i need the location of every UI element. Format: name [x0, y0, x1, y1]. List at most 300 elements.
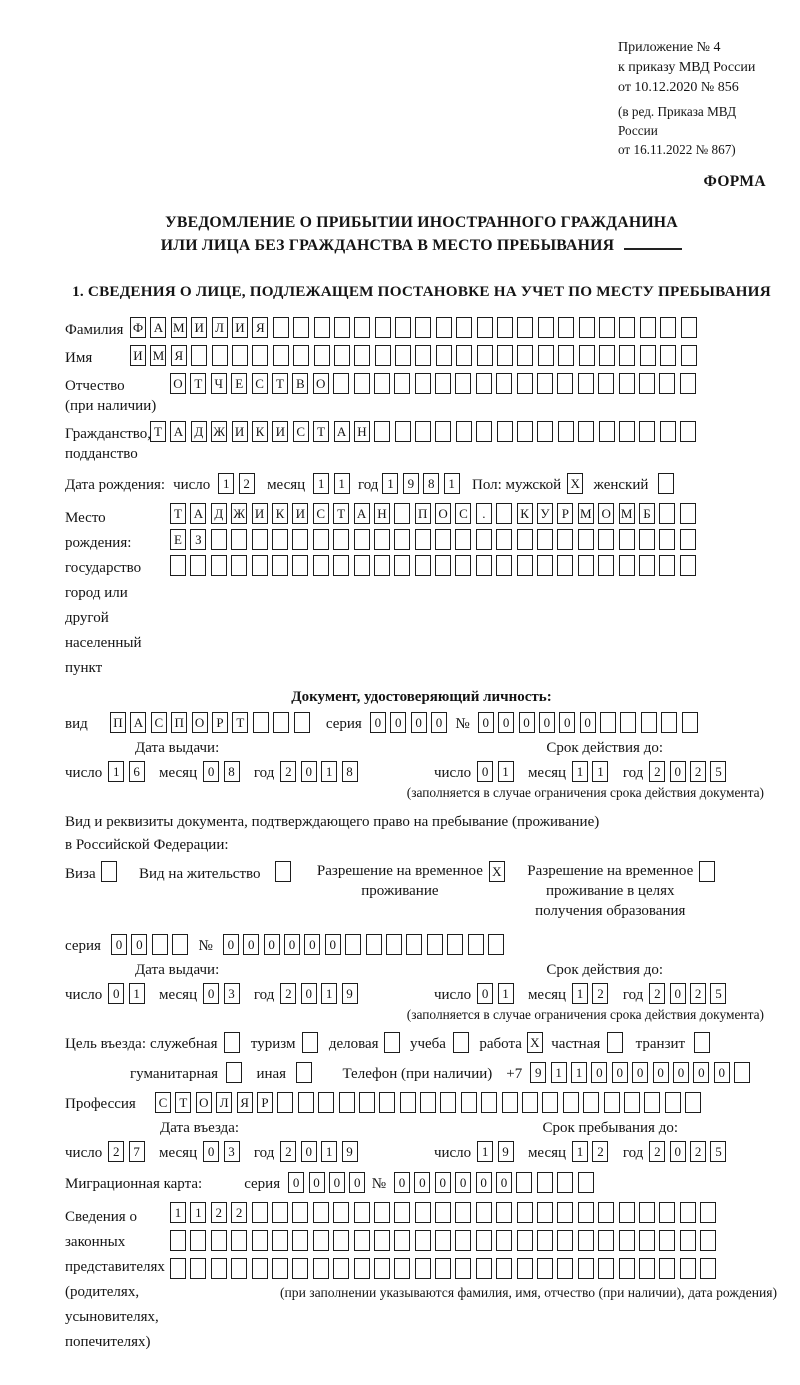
char-cell[interactable]: 0 [476, 1172, 492, 1193]
char-cell[interactable]: Б [639, 503, 655, 524]
char-cell[interactable]: 0 [108, 983, 124, 1004]
char-cell[interactable]: 2 [108, 1141, 124, 1162]
char-cell[interactable]: А [170, 421, 186, 442]
temp-residence-checkbox[interactable]: X [489, 861, 505, 882]
char-cell[interactable]: Я [237, 1092, 253, 1113]
char-cell[interactable]: Т [333, 503, 349, 524]
char-cell[interactable] [537, 555, 553, 576]
char-cell[interactable]: 1 [313, 473, 329, 494]
char-cell[interactable] [435, 421, 451, 442]
char-cell[interactable]: 2 [280, 761, 296, 782]
char-cell[interactable]: 1 [108, 761, 124, 782]
char-cell[interactable] [334, 345, 350, 366]
char-cell[interactable]: Л [212, 317, 228, 338]
char-cell[interactable] [639, 1202, 655, 1223]
char-cell[interactable] [599, 345, 615, 366]
char-cell[interactable]: И [130, 345, 146, 366]
char-cell[interactable] [619, 1202, 635, 1223]
char-cell[interactable] [659, 1258, 675, 1279]
char-cell[interactable] [639, 555, 655, 576]
char-cell[interactable]: 0 [325, 934, 341, 955]
char-cell[interactable] [537, 373, 553, 394]
char-cell[interactable] [252, 1202, 268, 1223]
char-cell[interactable] [517, 1202, 533, 1223]
char-cell[interactable]: 0 [519, 712, 535, 733]
char-cell[interactable]: 1 [321, 983, 337, 1004]
char-cell[interactable] [379, 1092, 395, 1113]
char-cell[interactable] [314, 345, 330, 366]
char-cell[interactable] [170, 1258, 186, 1279]
char-cell[interactable]: 0 [670, 1141, 686, 1162]
char-cell[interactable] [333, 555, 349, 576]
char-cell[interactable]: 1 [382, 473, 398, 494]
char-cell[interactable]: 1 [498, 983, 514, 1004]
char-cell[interactable] [395, 345, 411, 366]
char-cell[interactable] [359, 1092, 375, 1113]
char-cell[interactable]: П [110, 712, 126, 733]
char-cell[interactable] [292, 529, 308, 550]
char-cell[interactable]: 1 [129, 983, 145, 1004]
char-cell[interactable] [578, 1258, 594, 1279]
char-cell[interactable]: О [196, 1092, 212, 1113]
char-cell[interactable] [661, 712, 677, 733]
char-cell[interactable] [436, 317, 452, 338]
char-cell[interactable]: 0 [478, 712, 494, 733]
char-cell[interactable]: С [293, 421, 309, 442]
char-cell[interactable]: 1 [444, 473, 460, 494]
char-cell[interactable]: А [130, 712, 146, 733]
purpose-tourism-checkbox[interactable] [302, 1032, 318, 1053]
char-cell[interactable] [496, 503, 512, 524]
char-cell[interactable] [455, 555, 471, 576]
char-cell[interactable] [640, 345, 656, 366]
char-cell[interactable] [681, 317, 697, 338]
char-cell[interactable] [659, 373, 675, 394]
char-cell[interactable]: 0 [693, 1062, 709, 1083]
char-cell[interactable]: 0 [559, 712, 575, 733]
char-cell[interactable] [557, 529, 573, 550]
char-cell[interactable] [537, 421, 553, 442]
purpose-other-checkbox[interactable] [296, 1062, 312, 1083]
char-cell[interactable]: 2 [211, 1202, 227, 1223]
char-cell[interactable] [619, 1258, 635, 1279]
char-cell[interactable] [537, 529, 553, 550]
char-cell[interactable] [639, 1230, 655, 1251]
char-cell[interactable]: 0 [203, 983, 219, 1004]
char-cell[interactable] [557, 1230, 573, 1251]
char-cell[interactable] [538, 317, 554, 338]
char-cell[interactable]: 0 [670, 983, 686, 1004]
char-cell[interactable] [191, 345, 207, 366]
char-cell[interactable] [456, 317, 472, 338]
char-cell[interactable]: С [455, 503, 471, 524]
char-cell[interactable] [660, 345, 676, 366]
char-cell[interactable]: М [578, 503, 594, 524]
purpose-study-checkbox[interactable] [453, 1032, 469, 1053]
char-cell[interactable] [680, 421, 696, 442]
char-cell[interactable] [558, 317, 574, 338]
char-cell[interactable]: 0 [131, 934, 147, 955]
char-cell[interactable] [415, 1230, 431, 1251]
char-cell[interactable] [386, 934, 402, 955]
char-cell[interactable] [496, 1230, 512, 1251]
char-cell[interactable]: Т [272, 373, 288, 394]
char-cell[interactable]: 0 [329, 1172, 345, 1193]
char-cell[interactable] [598, 373, 614, 394]
char-cell[interactable]: 1 [190, 1202, 206, 1223]
char-cell[interactable]: 0 [370, 712, 386, 733]
char-cell[interactable]: 5 [710, 983, 726, 1004]
char-cell[interactable]: 7 [129, 1141, 145, 1162]
char-cell[interactable]: 3 [224, 1141, 240, 1162]
char-cell[interactable] [333, 373, 349, 394]
char-cell[interactable] [394, 1202, 410, 1223]
char-cell[interactable] [599, 421, 615, 442]
char-cell[interactable]: 1 [572, 1141, 588, 1162]
char-cell[interactable] [334, 317, 350, 338]
char-cell[interactable] [681, 345, 697, 366]
char-cell[interactable] [680, 1202, 696, 1223]
char-cell[interactable] [578, 421, 594, 442]
char-cell[interactable]: И [272, 421, 288, 442]
char-cell[interactable]: У [537, 503, 553, 524]
char-cell[interactable] [497, 317, 513, 338]
char-cell[interactable] [211, 1230, 227, 1251]
char-cell[interactable] [252, 345, 268, 366]
char-cell[interactable] [488, 934, 504, 955]
char-cell[interactable] [152, 934, 168, 955]
char-cell[interactable] [537, 1230, 553, 1251]
char-cell[interactable] [578, 555, 594, 576]
char-cell[interactable] [292, 1258, 308, 1279]
char-cell[interactable]: Н [374, 503, 390, 524]
char-cell[interactable] [644, 1092, 660, 1113]
char-cell[interactable] [190, 555, 206, 576]
purpose-official-checkbox[interactable] [224, 1032, 240, 1053]
char-cell[interactable]: 1 [321, 761, 337, 782]
char-cell[interactable]: . [476, 503, 492, 524]
char-cell[interactable] [620, 712, 636, 733]
char-cell[interactable] [354, 317, 370, 338]
char-cell[interactable]: Т [313, 421, 329, 442]
char-cell[interactable] [345, 934, 361, 955]
char-cell[interactable]: А [334, 421, 350, 442]
char-cell[interactable] [415, 373, 431, 394]
char-cell[interactable]: О [313, 373, 329, 394]
purpose-business-checkbox[interactable] [384, 1032, 400, 1053]
char-cell[interactable]: Р [212, 712, 228, 733]
female-checkbox[interactable] [658, 473, 674, 494]
char-cell[interactable] [273, 317, 289, 338]
char-cell[interactable] [557, 555, 573, 576]
char-cell[interactable]: 0 [223, 934, 239, 955]
char-cell[interactable]: 0 [203, 761, 219, 782]
char-cell[interactable]: 0 [264, 934, 280, 955]
char-cell[interactable] [659, 555, 675, 576]
char-cell[interactable] [366, 934, 382, 955]
char-cell[interactable] [420, 1092, 436, 1113]
char-cell[interactable]: 0 [580, 712, 596, 733]
char-cell[interactable] [212, 345, 228, 366]
char-cell[interactable] [477, 317, 493, 338]
char-cell[interactable] [619, 317, 635, 338]
char-cell[interactable]: 1 [321, 1141, 337, 1162]
char-cell[interactable]: 2 [239, 473, 255, 494]
char-cell[interactable] [517, 373, 533, 394]
char-cell[interactable] [272, 529, 288, 550]
char-cell[interactable] [313, 1258, 329, 1279]
char-cell[interactable] [496, 555, 512, 576]
char-cell[interactable]: П [415, 503, 431, 524]
char-cell[interactable] [537, 1202, 553, 1223]
char-cell[interactable] [231, 1258, 247, 1279]
char-cell[interactable]: 9 [498, 1141, 514, 1162]
char-cell[interactable] [354, 345, 370, 366]
char-cell[interactable] [395, 421, 411, 442]
char-cell[interactable] [394, 373, 410, 394]
char-cell[interactable] [252, 529, 268, 550]
char-cell[interactable]: 0 [349, 1172, 365, 1193]
char-cell[interactable]: Е [231, 373, 247, 394]
char-cell[interactable] [600, 712, 616, 733]
char-cell[interactable]: С [313, 503, 329, 524]
purpose-private-checkbox[interactable] [607, 1032, 623, 1053]
char-cell[interactable] [314, 317, 330, 338]
char-cell[interactable]: М [619, 503, 635, 524]
char-cell[interactable]: Р [557, 503, 573, 524]
char-cell[interactable]: 2 [649, 761, 665, 782]
char-cell[interactable]: 2 [280, 1141, 296, 1162]
char-cell[interactable]: Ж [211, 421, 227, 442]
char-cell[interactable]: К [252, 421, 268, 442]
char-cell[interactable]: З [190, 529, 206, 550]
char-cell[interactable]: 2 [690, 761, 706, 782]
char-cell[interactable]: 1 [571, 1062, 587, 1083]
char-cell[interactable] [619, 529, 635, 550]
char-cell[interactable] [557, 373, 573, 394]
char-cell[interactable]: 1 [218, 473, 234, 494]
char-cell[interactable] [294, 712, 310, 733]
char-cell[interactable]: 0 [394, 1172, 410, 1193]
char-cell[interactable] [468, 934, 484, 955]
char-cell[interactable]: О [435, 503, 451, 524]
char-cell[interactable] [272, 555, 288, 576]
char-cell[interactable]: 2 [649, 1141, 665, 1162]
char-cell[interactable] [538, 345, 554, 366]
char-cell[interactable]: 0 [455, 1172, 471, 1193]
char-cell[interactable] [476, 529, 492, 550]
char-cell[interactable]: 9 [342, 1141, 358, 1162]
char-cell[interactable] [394, 529, 410, 550]
char-cell[interactable]: Ж [231, 503, 247, 524]
char-cell[interactable] [395, 317, 411, 338]
char-cell[interactable] [455, 1258, 471, 1279]
char-cell[interactable] [639, 1258, 655, 1279]
char-cell[interactable]: 9 [530, 1062, 546, 1083]
char-cell[interactable] [231, 555, 247, 576]
char-cell[interactable]: 1 [572, 761, 588, 782]
char-cell[interactable]: Р [257, 1092, 273, 1113]
char-cell[interactable]: Т [190, 373, 206, 394]
char-cell[interactable]: 8 [342, 761, 358, 782]
char-cell[interactable] [354, 555, 370, 576]
char-cell[interactable]: 0 [411, 712, 427, 733]
char-cell[interactable]: Я [171, 345, 187, 366]
char-cell[interactable] [273, 712, 289, 733]
char-cell[interactable] [639, 421, 655, 442]
char-cell[interactable]: 0 [477, 761, 493, 782]
char-cell[interactable] [252, 555, 268, 576]
char-cell[interactable] [415, 317, 431, 338]
char-cell[interactable]: 0 [670, 761, 686, 782]
char-cell[interactable] [333, 1202, 349, 1223]
char-cell[interactable] [557, 1258, 573, 1279]
char-cell[interactable] [456, 421, 472, 442]
residence-permit-checkbox[interactable] [275, 861, 291, 882]
char-cell[interactable] [665, 1092, 681, 1113]
char-cell[interactable] [680, 529, 696, 550]
char-cell[interactable]: Т [150, 421, 166, 442]
char-cell[interactable]: 3 [224, 983, 240, 1004]
char-cell[interactable] [700, 1202, 716, 1223]
char-cell[interactable] [477, 345, 493, 366]
char-cell[interactable] [333, 1230, 349, 1251]
char-cell[interactable] [537, 1172, 553, 1193]
char-cell[interactable] [619, 373, 635, 394]
char-cell[interactable]: 5 [710, 761, 726, 782]
char-cell[interactable]: 2 [690, 983, 706, 1004]
char-cell[interactable]: 0 [203, 1141, 219, 1162]
char-cell[interactable] [598, 1230, 614, 1251]
char-cell[interactable]: 6 [129, 761, 145, 782]
char-cell[interactable]: Л [216, 1092, 232, 1113]
char-cell[interactable] [604, 1092, 620, 1113]
char-cell[interactable] [680, 555, 696, 576]
char-cell[interactable] [497, 345, 513, 366]
char-cell[interactable]: 1 [498, 761, 514, 782]
char-cell[interactable]: Д [211, 503, 227, 524]
char-cell[interactable]: О [170, 373, 186, 394]
char-cell[interactable]: Е [170, 529, 186, 550]
char-cell[interactable] [517, 1230, 533, 1251]
char-cell[interactable] [579, 317, 595, 338]
char-cell[interactable]: И [252, 503, 268, 524]
char-cell[interactable] [435, 1258, 451, 1279]
char-cell[interactable] [619, 421, 635, 442]
char-cell[interactable] [394, 1258, 410, 1279]
char-cell[interactable] [190, 1230, 206, 1251]
char-cell[interactable] [272, 1258, 288, 1279]
char-cell[interactable] [558, 421, 574, 442]
char-cell[interactable] [313, 555, 329, 576]
char-cell[interactable]: 2 [231, 1202, 247, 1223]
char-cell[interactable] [211, 529, 227, 550]
char-cell[interactable] [542, 1092, 558, 1113]
char-cell[interactable]: 0 [301, 1141, 317, 1162]
char-cell[interactable] [619, 345, 635, 366]
char-cell[interactable] [517, 1258, 533, 1279]
char-cell[interactable] [231, 529, 247, 550]
char-cell[interactable]: 2 [280, 983, 296, 1004]
char-cell[interactable] [455, 373, 471, 394]
char-cell[interactable]: 0 [477, 983, 493, 1004]
char-cell[interactable] [394, 1230, 410, 1251]
char-cell[interactable]: Д [191, 421, 207, 442]
char-cell[interactable] [293, 345, 309, 366]
char-cell[interactable] [318, 1092, 334, 1113]
char-cell[interactable]: 1 [551, 1062, 567, 1083]
char-cell[interactable]: 1 [170, 1202, 186, 1223]
char-cell[interactable]: А [354, 503, 370, 524]
char-cell[interactable]: 0 [591, 1062, 607, 1083]
char-cell[interactable] [558, 345, 574, 366]
char-cell[interactable] [557, 1172, 573, 1193]
char-cell[interactable] [435, 1230, 451, 1251]
char-cell[interactable] [375, 317, 391, 338]
char-cell[interactable] [231, 1230, 247, 1251]
char-cell[interactable] [374, 529, 390, 550]
char-cell[interactable] [517, 317, 533, 338]
char-cell[interactable] [313, 1230, 329, 1251]
char-cell[interactable] [578, 1230, 594, 1251]
char-cell[interactable]: Т [175, 1092, 191, 1113]
char-cell[interactable]: 5 [710, 1141, 726, 1162]
char-cell[interactable] [517, 555, 533, 576]
char-cell[interactable] [211, 555, 227, 576]
char-cell[interactable] [476, 1258, 492, 1279]
char-cell[interactable]: 0 [284, 934, 300, 955]
char-cell[interactable] [502, 1092, 518, 1113]
char-cell[interactable]: 1 [572, 983, 588, 1004]
char-cell[interactable]: И [191, 317, 207, 338]
char-cell[interactable] [517, 421, 533, 442]
char-cell[interactable] [415, 421, 431, 442]
char-cell[interactable] [557, 1202, 573, 1223]
char-cell[interactable] [461, 1092, 477, 1113]
char-cell[interactable]: И [232, 421, 248, 442]
char-cell[interactable]: 0 [390, 712, 406, 733]
char-cell[interactable] [455, 1230, 471, 1251]
char-cell[interactable] [374, 1230, 390, 1251]
char-cell[interactable] [598, 529, 614, 550]
char-cell[interactable] [354, 1202, 370, 1223]
char-cell[interactable] [660, 317, 676, 338]
char-cell[interactable] [313, 529, 329, 550]
char-cell[interactable] [517, 529, 533, 550]
char-cell[interactable] [427, 934, 443, 955]
char-cell[interactable] [640, 317, 656, 338]
char-cell[interactable]: 2 [592, 1141, 608, 1162]
char-cell[interactable]: Н [354, 421, 370, 442]
char-cell[interactable] [598, 1202, 614, 1223]
char-cell[interactable]: 2 [649, 983, 665, 1004]
char-cell[interactable] [333, 1258, 349, 1279]
char-cell[interactable] [272, 1230, 288, 1251]
char-cell[interactable] [700, 1230, 716, 1251]
char-cell[interactable]: К [517, 503, 533, 524]
char-cell[interactable] [598, 1258, 614, 1279]
char-cell[interactable] [435, 373, 451, 394]
char-cell[interactable] [624, 1092, 640, 1113]
char-cell[interactable] [639, 373, 655, 394]
char-cell[interactable] [517, 345, 533, 366]
char-cell[interactable] [394, 555, 410, 576]
char-cell[interactable]: 2 [690, 1141, 706, 1162]
char-cell[interactable] [578, 529, 594, 550]
char-cell[interactable] [333, 529, 349, 550]
char-cell[interactable] [406, 934, 422, 955]
char-cell[interactable]: 2 [592, 983, 608, 1004]
